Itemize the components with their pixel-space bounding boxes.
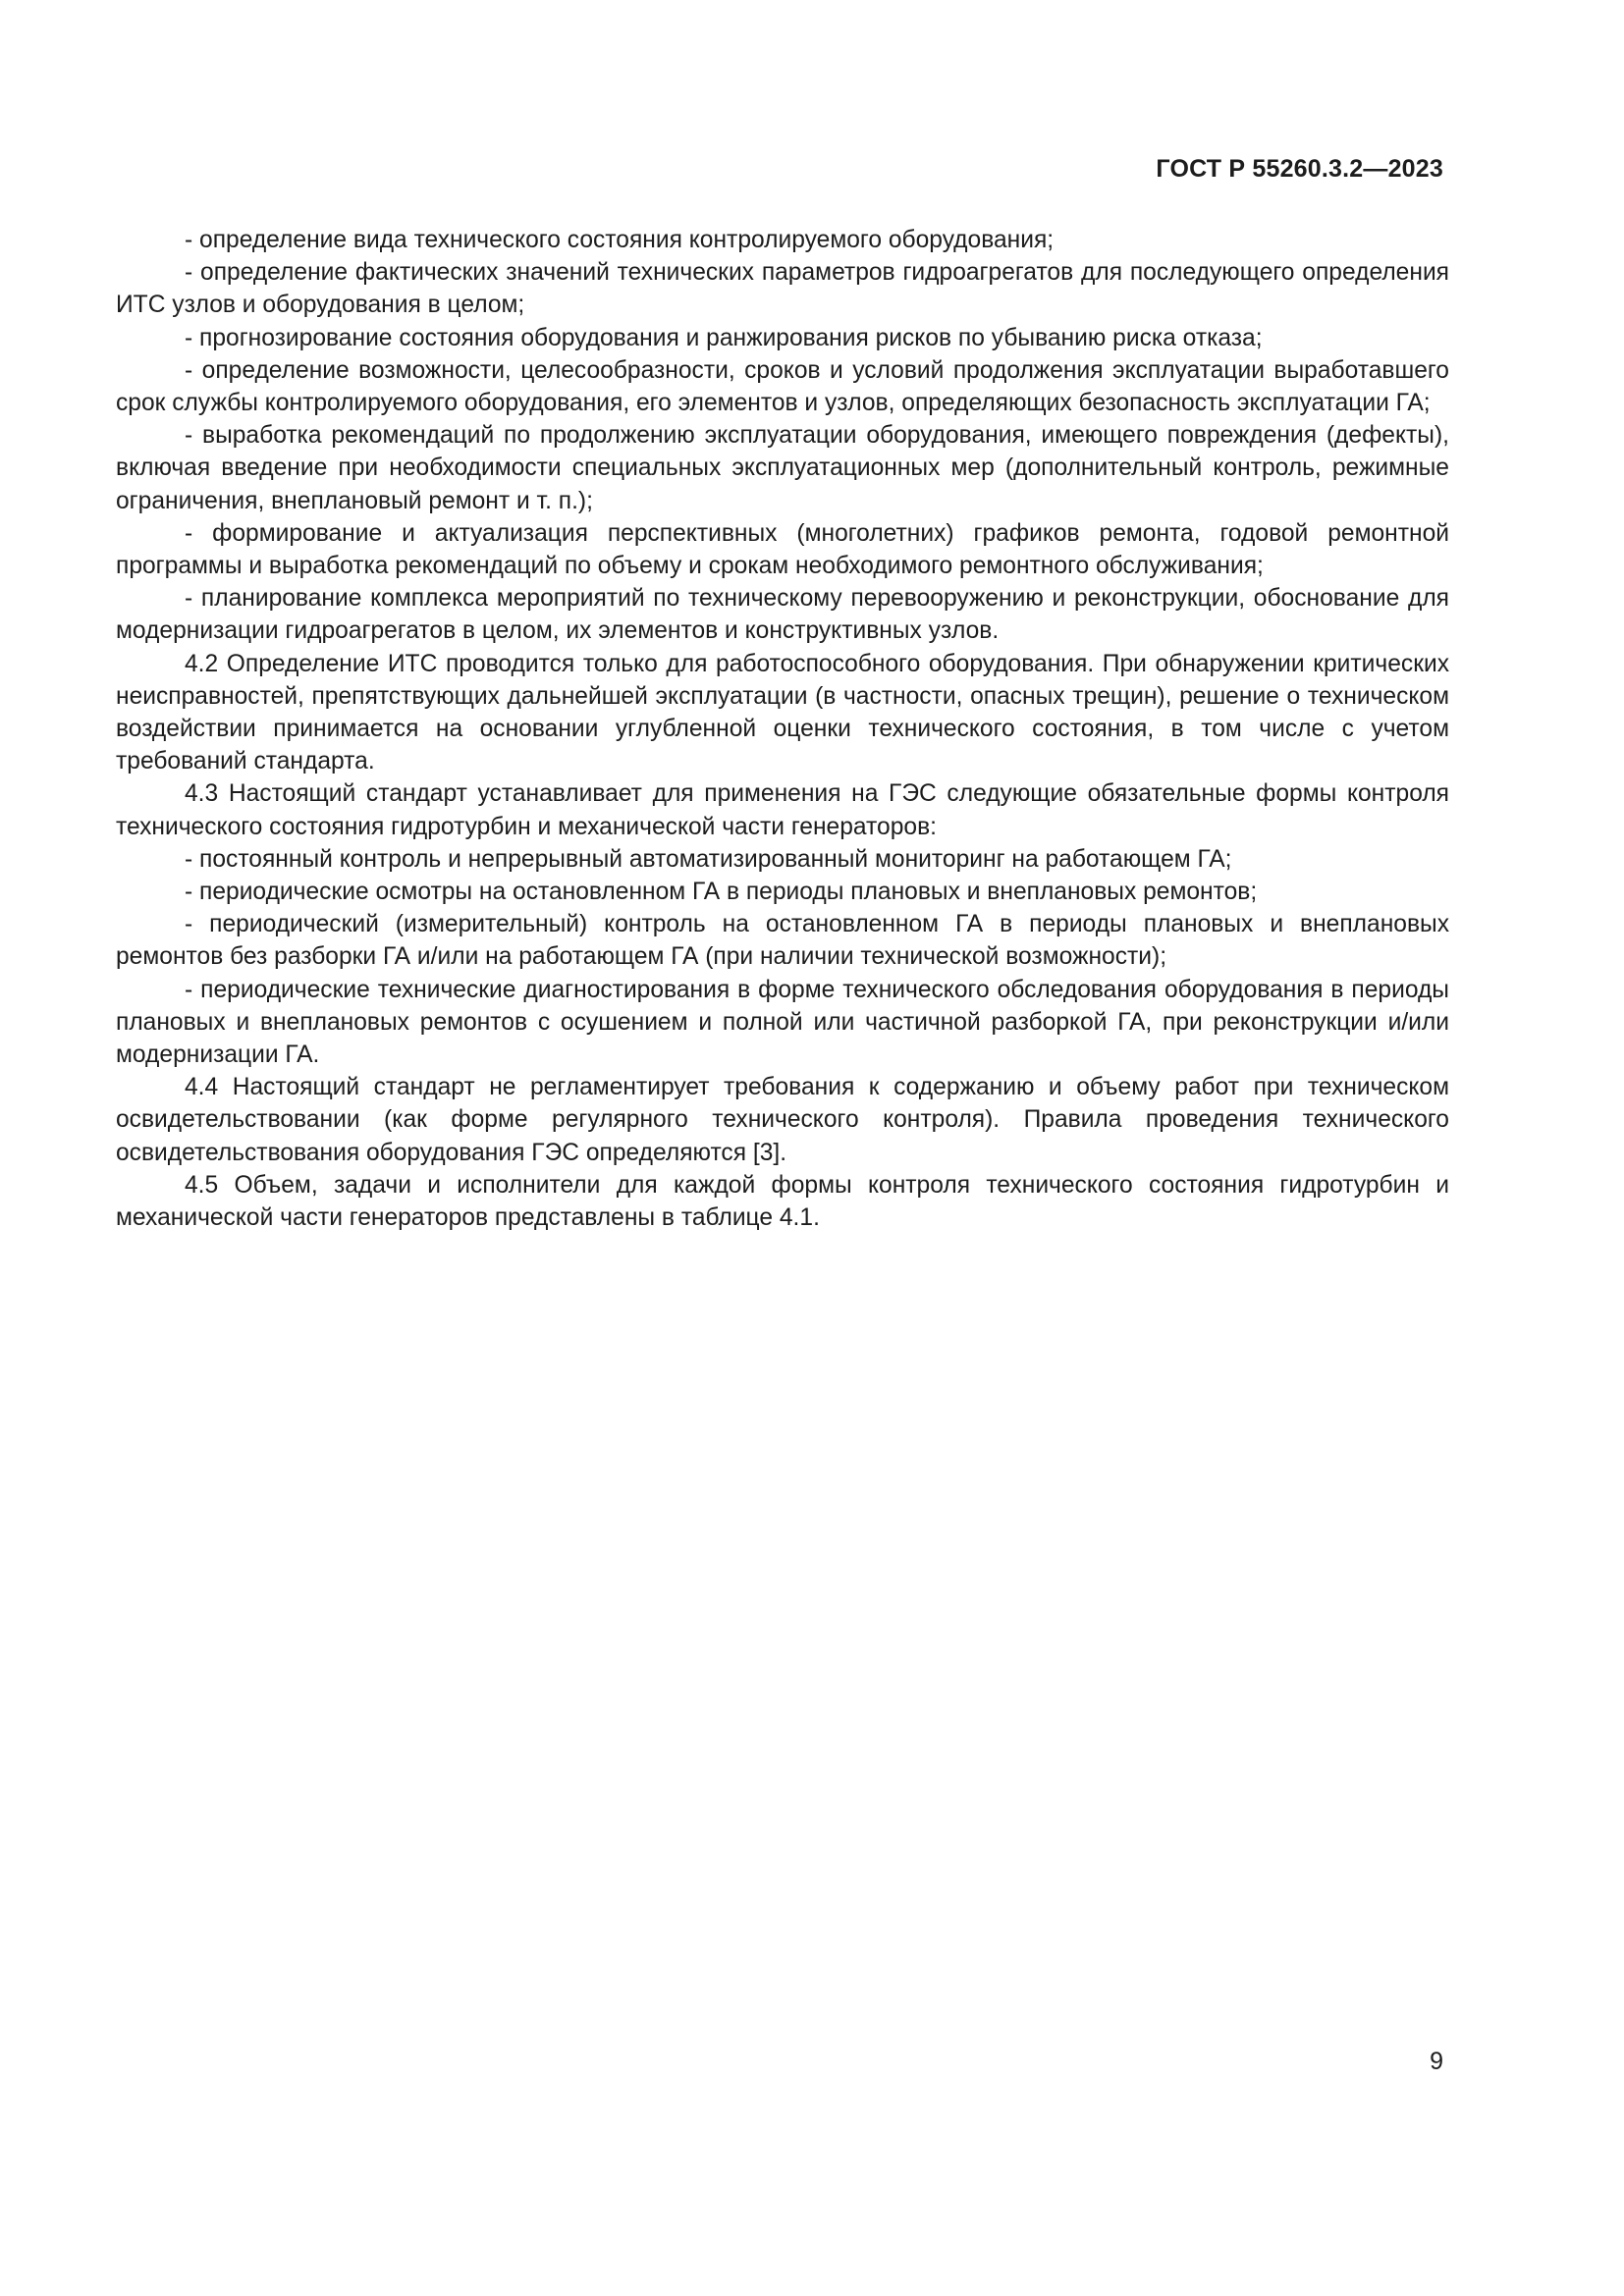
bullet-paragraph: - выработка рекомендаций по продолжению эксплуатации оборудования, имеющего повреждения (дефекты), включая введение при необходимости специальных эксплуатационных мер (дополнительный контроль, режимные ограничения, внеплановый ремонт и т. п.); <box>116 422 1449 514</box>
bullet-paragraph: - постоянный контроль и непрерывный автоматизированный мониторинг на работающем ГА; <box>185 845 1232 873</box>
bullet-paragraph: - периодические осмотры на остановленном ГА в периоды плановых и внеплановых ремонтов; <box>185 879 1258 906</box>
body-text <box>116 224 1449 1234</box>
document-id-header: ГОСТ Р 55260.3.2—2023 <box>1156 155 1443 183</box>
bullet-paragraph: - периодические технические диагностирования в форме технического обследования оборудования в периоды плановых и внеплановых ремонтов с осушением и полной или частичной разборкой ГА, при реконструкции и/или модернизации ГА. <box>116 976 1449 1069</box>
bullet-paragraph: - определение возможности, целесообразности, сроков и условий продолжения эксплуатации выработавшего срок службы контролируемого оборудования, его элементов и узлов, определяющих безопасность эксплуатации ГА; <box>116 356 1449 417</box>
bullet-paragraph: - прогнозирование состояния оборудования и ранжирования рисков по убыванию риска отказа; <box>185 324 1263 351</box>
section-paragraph-4-2: 4.2 Определение ИТС проводится только для работоспособного оборудования. При обнаружении критических неисправностей, препятствующих дальнейшей эксплуатации (в частности, опасных трещин), решение о техническом воздействии принимается на основании углубленной оценки технического состояния, в том числе с учетом требований стандарта. <box>116 650 1449 775</box>
page-number: 9 <box>1430 2048 1443 2075</box>
bullet-paragraph: - периодический (измерительный) контроль на остановленном ГА в периоды плановых и внеплановых ремонтов без разборки ГА и/или на работающем ГА (при наличии технической возможности); <box>116 911 1449 971</box>
section-paragraph-4-4: 4.4 Настоящий стандарт не регламентирует требования к содержанию и объему работ при техническом освидетельствовании (как форме регулярного технического контроля). Правила проведения технического освидетельствования оборудования ГЭС определяются [3]. <box>116 1074 1449 1166</box>
bullet-paragraph: - определение фактических значений технических параметров гидроагрегатов для последующего определения ИТС узлов и оборудования в целом; <box>116 259 1449 319</box>
section-paragraph-4-3: 4.3 Настоящий стандарт устанавливает для применения на ГЭС следующие обязательные формы контроля технического состояния гидротурбин и механической части генераторов: <box>116 780 1449 840</box>
bullet-paragraph: - определение вида технического состояния контролируемого оборудования; <box>185 227 1055 253</box>
section-paragraph-4-5: 4.5 Объем, задачи и исполнители для каждой формы контроля технического состояния гидротурбин и механической части генераторов представлены в таблице 4.1. <box>116 1171 1449 1232</box>
bullet-paragraph: - формирование и актуализация перспективных (многолетних) графиков ремонта, годовой ремонтной программы и выработка рекомендаций по объему и срокам необходимого ремонтного обслуживания; <box>116 519 1449 580</box>
bullet-paragraph: - планирование комплекса мероприятий по техническому перевооружению и реконструкции, обоснование для модернизации гидроагрегатов в целом, их элементов и конструктивных узлов. <box>116 585 1449 645</box>
